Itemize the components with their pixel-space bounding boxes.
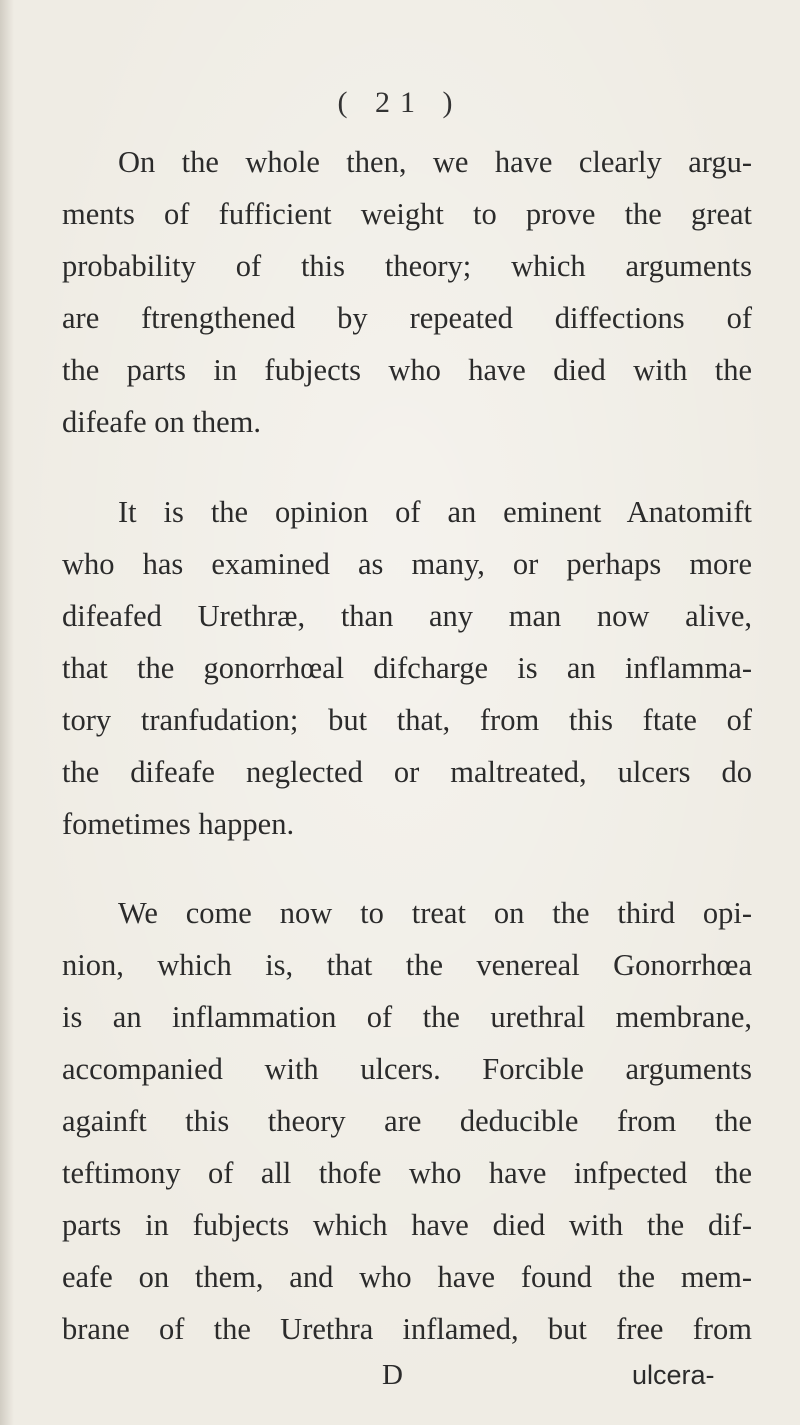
text-line: We come now to treat on the third opi- (118, 896, 752, 930)
catchword: ulcera- (632, 1360, 715, 1390)
text-line: It is the opinion of an eminent Anatomift (118, 495, 752, 529)
signature-mark: D (382, 1359, 403, 1391)
text-line: that the gonorrhœal difcharge is an inflamma- (62, 651, 752, 685)
text-line: probability of this theory; which arguments (62, 249, 752, 283)
text-line: parts in fubjects which have died with the dif- (62, 1208, 752, 1242)
text-line: are ftrengthened by repeated diffections of (62, 301, 752, 335)
page-edge-shadow (0, 0, 14, 1425)
page-number: ( 21 ) (337, 86, 463, 119)
text-line: difeafe on them. (62, 405, 262, 439)
text-line: ments of fufficient weight to prove the great (62, 197, 752, 231)
text-line: the parts in fubjects who have died with the (62, 353, 752, 387)
text-line: nion, which is, that the venereal Gonorrhœa (62, 948, 752, 982)
text-line: On the whole then, we have clearly argu- (118, 145, 752, 179)
text-line: tory tranfudation; but that, from this ftate of (62, 703, 752, 737)
text-line: accompanied with ulcers. Forcible arguments (62, 1052, 752, 1086)
text-line: teftimony of all thofe who have infpected the (62, 1156, 752, 1190)
text-line: brane of the Urethra inflamed, but free from (62, 1312, 752, 1346)
text-line: fometimes happen. (62, 807, 295, 841)
text-line: the difeafe neglected or maltreated, ulcers do (62, 755, 752, 789)
text-line: is an inflammation of the urethral membrane, (62, 1000, 752, 1034)
text-line: who has examined as many, or perhaps more (62, 547, 752, 581)
text-line: eafe on them, and who have found the mem- (62, 1260, 752, 1294)
text-line: againft this theory are deducible from the (62, 1104, 752, 1138)
text-line: difeafed Urethræ, than any man now alive, (62, 599, 752, 633)
